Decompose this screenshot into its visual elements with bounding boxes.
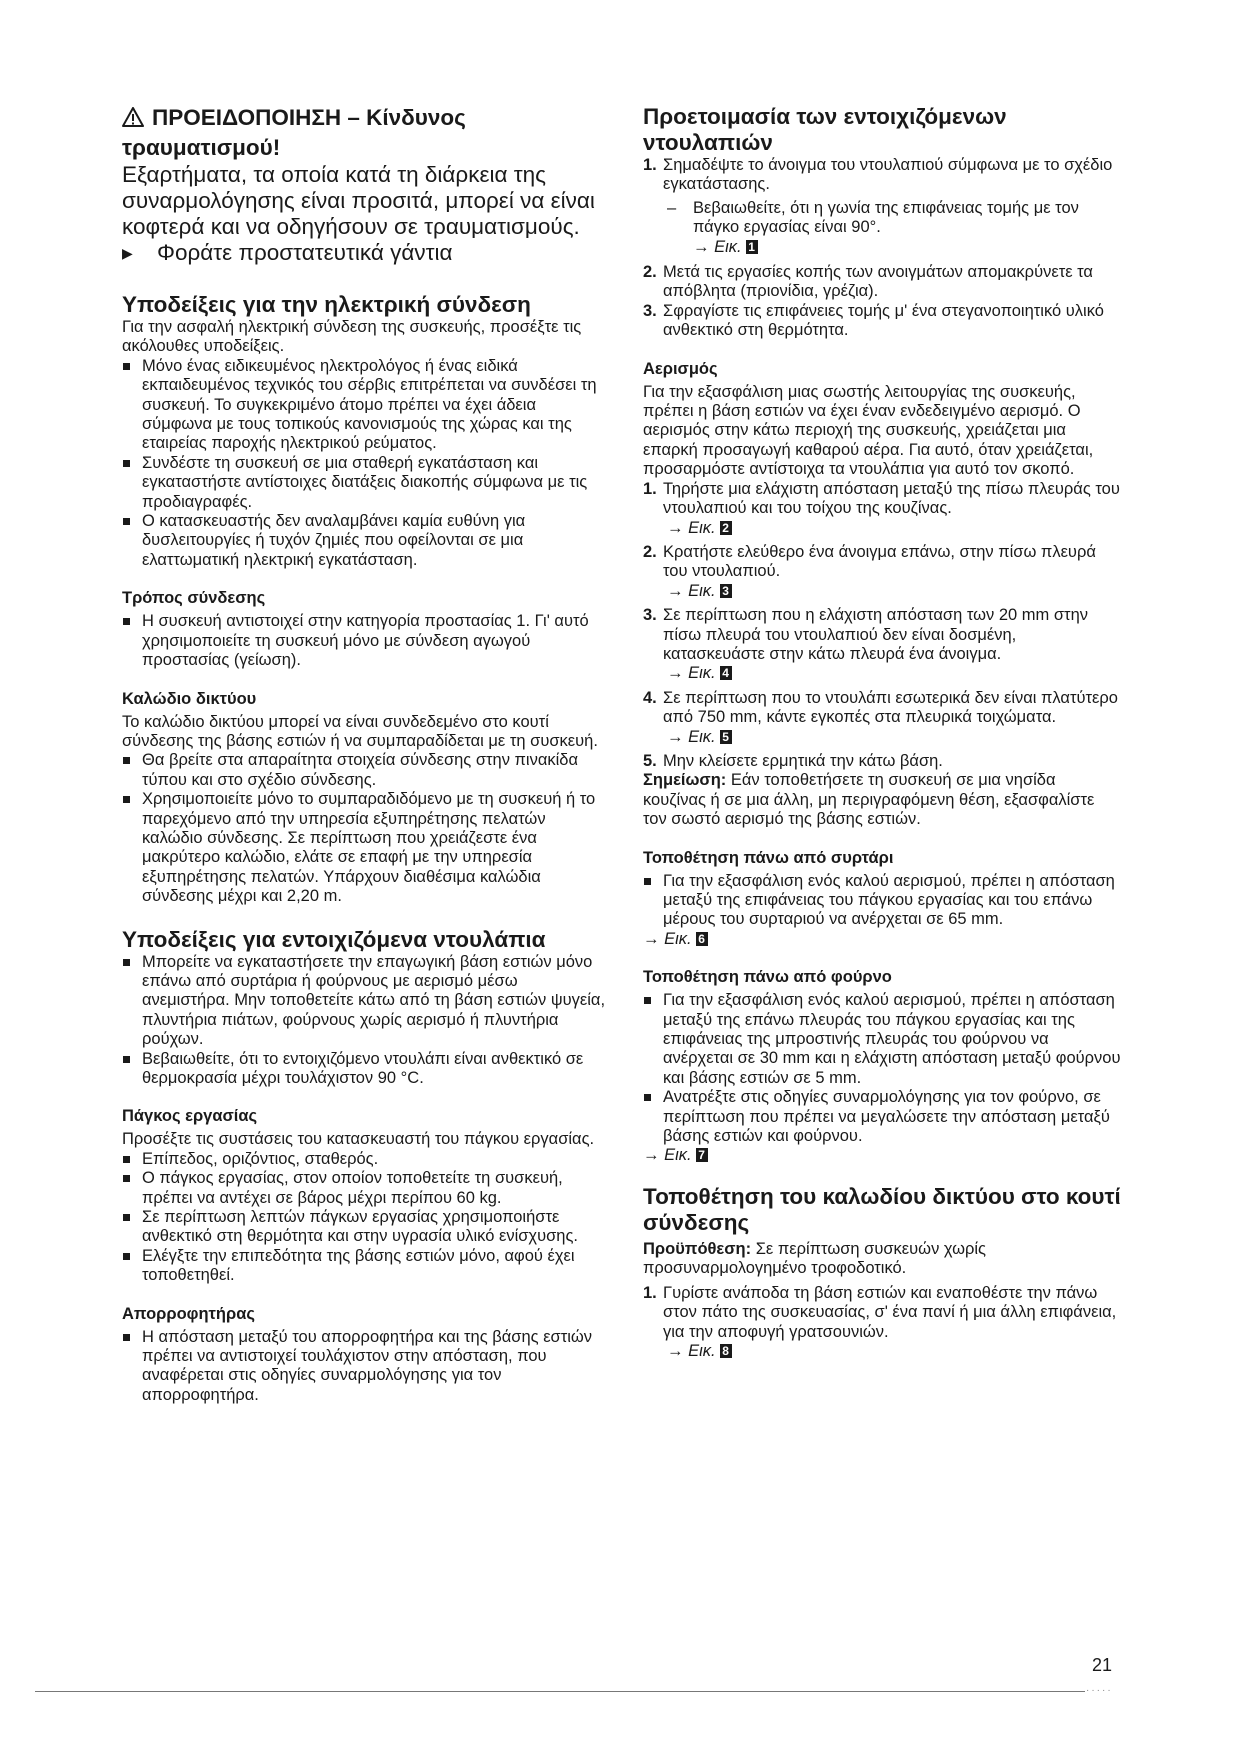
ventilation-note: Σημείωση: Εάν τοποθετήσετε τη συσκευή σε μια νησίδα κουζίνας ή σε μια άλλη, μη περιγραφόμενη θέση, εξασφαλίστε τον σωστό αερισμό της βάσης εστιών. — [643, 771, 1095, 829]
step-item: 2. Μετά τις εργασίες κοπής των ανοιγμάτων απομακρύνετε τα απόβλητα (πριονίδια, γρέζια). — [643, 263, 1093, 301]
figure-ref: → Εικ. 3 — [643, 582, 1121, 601]
left-column — [122, 104, 608, 1405]
list-item: Μπορείτε να εγκαταστήσετε την επαγωγική βάση εστιών μόνο επάνω από συρτάρια ή φούρνους με αερισμό μέσω ανεμιστήρα. Μην τοποθετείτε κάτω από τη βάση εστιών ψυγεία, πλυντήρια πιάτων, φούρνους χωρίς αερισμό ή πλυντήρια ρούχων. — [122, 953, 608, 1050]
step-item: 1. Τηρήστε μια ελάχιστη απόσταση μεταξύ της πίσω πλευράς του ντουλαπιού και του τοίχου της κουζίνας. — [643, 479, 1120, 518]
footer-dots: ····· — [1086, 1685, 1113, 1696]
above-oven-heading: Τοποθέτηση πάνω από φούρνο — [643, 968, 892, 987]
warning-triangle-icon — [122, 106, 144, 134]
figure-ref: → Εικ. 2 — [643, 519, 1121, 538]
list-item: Βεβαιωθείτε, ότι το εντοιχιζόμενο ντουλάπι είναι ανθεκτικό σε θερμοκρασία μέχρι τουλάχιστον 90 °C. — [122, 1050, 608, 1089]
warning-text: Εξαρτήματα, τα οποία κατά τη διάρκεια της συναρμολόγησης είναι προσιτά, μπορεί να είναι κοφτερά και να οδηγήσουν σε τραυματισμούς. — [122, 162, 595, 239]
list-item: Μόνο ένας ειδικευμένος ηλεκτρολόγος ή ένας ειδικά εκπαιδευμένος τεχνικός του σέρβις επιτρέπεται να συνδέσει τη συσκευή. Το συγκεκριμένο άτομο πρέπει να έχει άδεια σύμφωνα με τους τοπικούς κανονισμούς της χώρας και της εταιρείας παροχής ηλεκτρικού ρεύματος. — [122, 357, 608, 454]
cable-placement-prereq: Προϋπόθεση: Σε περίπτωση συσκευών χωρίς προσυναρμολογημένο τροφοδοτικό. — [643, 1239, 987, 1278]
step-item: 5. Μην κλείσετε ερμητικά την κάτω βάση. — [643, 751, 943, 770]
footer-divider — [35, 1691, 1085, 1692]
warning-title: ΠΡΟΕΙΔΟΠΟΙΗΣΗ – Κίνδυνος τραυματισμού! — [122, 105, 466, 160]
built-in-units-heading: Υποδείξεις για εντοιχιζόμενα ντουλάπια — [122, 926, 546, 952]
list-item: Ελέγξτε την επιπεδότητα της βάσης εστιών μόνο, αφού έχει τοποθετηθεί. — [122, 1247, 608, 1286]
step-item: 4. Σε περίπτωση που το ντουλάπι εσωτερικά δεν είναι πλατύτερο από 750 mm, κάντε εγκοπές στα πλευρικά τοιχώματα. — [643, 688, 1118, 727]
figure-ref: → Εικ. 5 — [643, 728, 1121, 747]
step-item: 1. Γυρίστε ανάποδα τη βάση εστιών και εναποθέστε την πάνω στον πάτο της συσκευασίας, σ' ένα πανί ή μια άλλη επιφάνεια, για την αποφυγή γρατσουνιών. — [643, 1283, 1117, 1341]
preparation-heading: Προετοιμασία των εντοιχιζόμενων ντουλαπιών — [643, 104, 1007, 155]
list-item: Θα βρείτε στα απαραίτητα στοιχεία σύνδεσης στην πινακίδα τύπου και στο σχέδιο σύνδεσης. — [122, 751, 608, 790]
list-item: Η συσκευή αντιστοιχεί στην κατηγορία προστασίας 1. Γι' αυτό χρησιμοποιείτε τη συσκευή μόνο με σύνδεση αγωγού προστασίας (γείωση). — [122, 612, 608, 670]
step-item: 3. Σε περίπτωση που η ελάχιστη απόσταση των 20 mm στην πίσω πλευρά του ντουλαπιού δεν είναι δοσμένη, κατασκευάστε στην κάτω πλευρά ένα άνοιγμα. — [643, 606, 1088, 663]
step-item: 2. Κρατήστε ελεύθερο ένα άνοιγμα επάνω, στην πίσω πλευρά του ντουλαπιού. — [643, 542, 1096, 581]
list-item: Σε περίπτωση λεπτών πάγκων εργασίας χρησιμοποιήστε ανθεκτικό στη θερμότητα και στην υγρασία υλικό ενίσχυσης. — [122, 1208, 608, 1247]
list-item: Για την εξασφάλιση ενός καλού αερισμού, πρέπει η απόσταση μεταξύ της επιφάνειας του πάγκου εργασίας και του επάνω μέρους του συρταριού να ανέρχεται σε 65 mm. — [643, 872, 1121, 930]
list-item: Ο πάγκος εργασίας, στον οποίον τοποθετείτε τη συσκευή, πρέπει να αντέχει σε βάρος μέχρι περίπου 60 kg. — [122, 1169, 608, 1208]
list-item: Χρησιμοποιείτε μόνο το συμπαραδιδόμενο με τη συσκευή ή το παρεχόμενο από την υπηρεσία εξυπηρέτησης πελατών καλώδιο σύνδεσης. Σε περίπτωση που χρειάζεστε ένα μακρύτερο καλώδιο, ελάτε σε επαφή με την υπηρεσία εξυπηρέτησης πελατών. Υπάρχουν διαθέσιμα καλώδια σύνδεσης μέχρι και 2,20 m. — [122, 790, 608, 906]
substep-item: – Βεβαιωθείτε, ότι η γωνία της επιφάνειας τομής με τον πάγκο εργασίας είναι 90°. — [667, 198, 1079, 237]
ventilation-intro: Για την εξασφάλιση μιας σωστής λειτουργίας της συσκευής, πρέπει η βάση εστιών να έχει έναν ενδεδειγμένο αερισμό. Ο αερισμός στην κάτω περιοχή της συσκευής, χρειάζεται μια επαρκή προσαγωγή καθαρού αέρα. Για αυτό, όταν χρειάζεται, προσαρμόστε αντίστοιχα τα ντουλάπια για αυτό τον σκοπό. — [643, 382, 1094, 479]
mains-cable-heading: Καλώδιο δικτύου — [122, 689, 257, 708]
right-column — [643, 104, 1121, 1361]
figure-ref: → Εικ. 4 — [643, 664, 1121, 683]
worktop-intro: Προσέξτε τις συστάσεις του κατασκευαστή του πάγκου εργασίας. — [122, 1130, 595, 1149]
connection-method-heading: Τρόπος σύνδεσης — [122, 589, 266, 608]
figure-ref: → Εικ. 8 — [643, 1342, 1121, 1361]
cable-placement-heading: Τοποθέτηση του καλωδίου δικτύου στο κουτί σύνδεσης — [643, 1183, 1121, 1235]
step-item: 1. Σημαδέψτε το άνοιγμα του ντουλαπιού σύμφωνα με το σχέδιο εγκατάστασης. — [643, 156, 1113, 194]
page-number: 21 — [1092, 1655, 1113, 1675]
electrical-heading: Υποδείξεις για την ηλεκτρική σύνδεση — [122, 292, 531, 317]
figure-ref: → Εικ. 1 — [643, 238, 1121, 257]
step-item: 3. Σφραγίστε τις επιφάνειες τομής μ' ένα στεγανοποιητικό υλικό ανθεκτικό στη θερμότητα. — [643, 301, 1104, 340]
hood-heading: Απορροφητήρας — [122, 1304, 255, 1323]
worktop-heading: Πάγκος εργασίας — [122, 1107, 258, 1126]
warning-action: ▶ Φοράτε προστατευτικά γάντια — [122, 240, 453, 265]
above-drawer-heading: Τοποθέτηση πάνω από συρτάρι — [643, 848, 894, 867]
list-item: Για την εξασφάλιση ενός καλού αερισμού, πρέπει η απόσταση μεταξύ της επάνω πλευράς του πάγκου εργασίας και της επιφάνειας της μπροστινής πλευράς του φούρνου να ανέρχεται σε 30 mm και η ελάχιστη απόσταση μεταξύ φούρνου και βάσης εστιών σε 5 mm. — [643, 991, 1121, 1088]
warning-block — [122, 104, 608, 266]
list-item: Ανατρέξτε στις οδηγίες συναρμολόγησης για τον φούρνο, σε περίπτωση που πρέπει να μεγαλώσετε την απόσταση μεταξύ βάσης εστιών και φούρνου. — [643, 1088, 1121, 1146]
list-item: Ο κατασκευαστής δεν αναλαμβάνει καμία ευθύνη για δυσλειτουργίες ή τυχόν ζημιές που οφείλονται σε μια ελαττωματική ηλεκτρική εγκατάσταση. — [122, 512, 608, 570]
list-item: Συνδέστε τη συσκευή σε μια σταθερή εγκατάσταση και εγκαταστήστε αντίστοιχες διατάξεις διακοπής σύμφωνα με τις προδιαγραφές. — [122, 454, 608, 512]
action-arrow-icon: ▶ — [122, 245, 133, 261]
figure-ref: → Εικ. 6 — [643, 930, 1121, 949]
figure-ref: → Εικ. 7 — [643, 1146, 1121, 1165]
list-item: Η απόσταση μεταξύ του απορροφητήρα και της βάσης εστιών πρέπει να αντιστοιχεί τουλάχιστον στην απόσταση, που αναφέρεται στις οδηγίες συναρμολόγησης για τον απορροφητήρα. — [122, 1328, 608, 1406]
list-item: Επίπεδος, οριζόντιος, σταθερός. — [122, 1150, 608, 1169]
mains-cable-intro: Το καλώδιο δικτύου μπορεί να είναι συνδεδεμένο στο κουτί σύνδεσης της βάσης εστιών ή να συμπαραδίδεται με τη συσκευή. — [122, 712, 598, 750]
electrical-intro: Για την ασφαλή ηλεκτρική σύνδεση της συσκευής, προσέξτε τις ακόλουθες υποδείξεις. — [122, 318, 582, 356]
ventilation-heading: Αερισμός — [643, 359, 718, 378]
